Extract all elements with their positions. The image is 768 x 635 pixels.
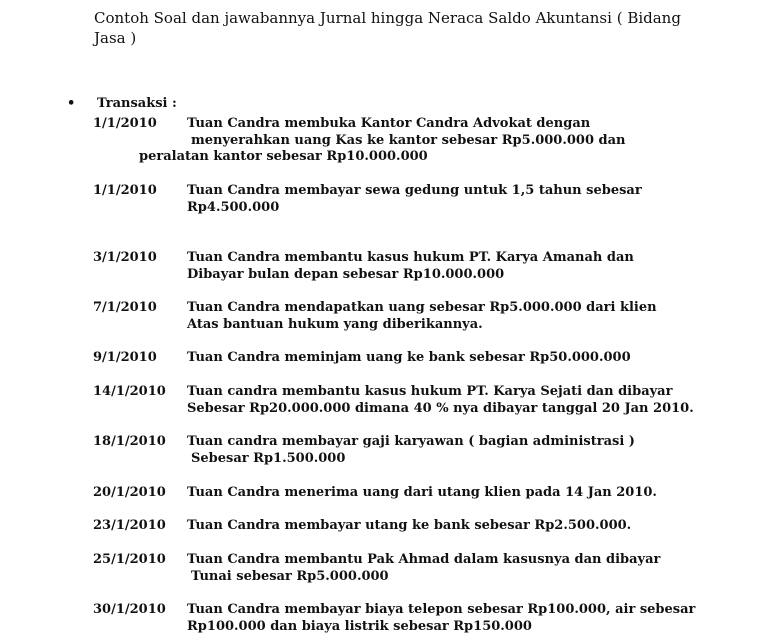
document-title: Contoh Soal dan jawabannya Jurnal hingga Neraca Saldo Akuntansi ( Bidang Jasa ) xyxy=(94,9,681,47)
transaction-date: 18/1/2010 xyxy=(93,434,166,449)
transaction-line: Tuan Candra membayar sewa gedung untuk 1,5 tahun sebesar xyxy=(187,183,642,198)
bullet-icon: • xyxy=(67,96,76,111)
transaction-date: 3/1/2010 xyxy=(93,250,157,265)
transaction-line: Rp4.500.000 xyxy=(187,200,280,215)
transaction-line: Rp100.000 dan biaya listrik sebesar Rp150.000 xyxy=(187,619,532,634)
transaction-line: Atas bantuan hukum yang diberikannya. xyxy=(187,317,483,332)
section-label: Transaksi : xyxy=(97,96,177,111)
transaction-date: 9/1/2010 xyxy=(93,350,157,365)
transaction-date: 20/1/2010 xyxy=(93,485,166,500)
transaction-line: peralatan kantor sebesar Rp10.000.000 xyxy=(139,149,428,164)
transaction-date: 30/1/2010 xyxy=(93,602,166,617)
transaction-line: Tuan Candra meminjam uang ke bank sebesar Rp50.000.000 xyxy=(187,350,631,365)
transaction-date: 1/1/2010 xyxy=(93,116,157,131)
transaction-line: Tuan candra membayar gaji karyawan ( bagian administrasi ) xyxy=(187,434,635,449)
transaction-date: 1/1/2010 xyxy=(93,183,157,198)
section-heading xyxy=(67,95,177,112)
transaction-date: 7/1/2010 xyxy=(93,300,157,315)
transaction-line: Tuan Candra membayar utang ke bank sebesar Rp2.500.000. xyxy=(187,518,632,533)
transaction-date: 25/1/2010 xyxy=(93,552,166,567)
transaction-line: Tuan Candra membuka Kantor Candra Advokat dengan xyxy=(187,116,591,131)
transaction-line: Tuan Candra mendapatkan uang sebesar Rp5.000.000 dari klien xyxy=(187,300,657,315)
transaction-line: Tuan candra membantu kasus hukum PT. Karya Sejati dan dibayar xyxy=(187,384,673,399)
transaction-line: menyerahkan uang Kas ke kantor sebesar Rp5.000.000 dan xyxy=(191,133,626,148)
transaction-date: 23/1/2010 xyxy=(93,518,166,533)
transaction-line: Tunai sebesar Rp5.000.000 xyxy=(191,569,389,584)
transaction-line: Sebesar Rp1.500.000 xyxy=(191,451,346,466)
transaction-line: Tuan Candra membantu kasus hukum PT. Karya Amanah dan xyxy=(187,250,634,265)
transaction-line: Tuan Candra membayar biaya telepon sebesar Rp100.000, air sebesar xyxy=(187,602,696,617)
transaction-line: Sebesar Rp20.000.000 dimana 40 % nya dibayar tanggal 20 Jan 2010. xyxy=(187,401,694,416)
transaction-date: 14/1/2010 xyxy=(93,384,166,399)
transaction-line: Tuan Candra menerima uang dari utang klien pada 14 Jan 2010. xyxy=(187,485,657,500)
transaction-line: Dibayar bulan depan sebesar Rp10.000.000 xyxy=(187,267,505,282)
transaction-line: Tuan Candra membantu Pak Ahmad dalam kasusnya dan dibayar xyxy=(187,552,661,567)
